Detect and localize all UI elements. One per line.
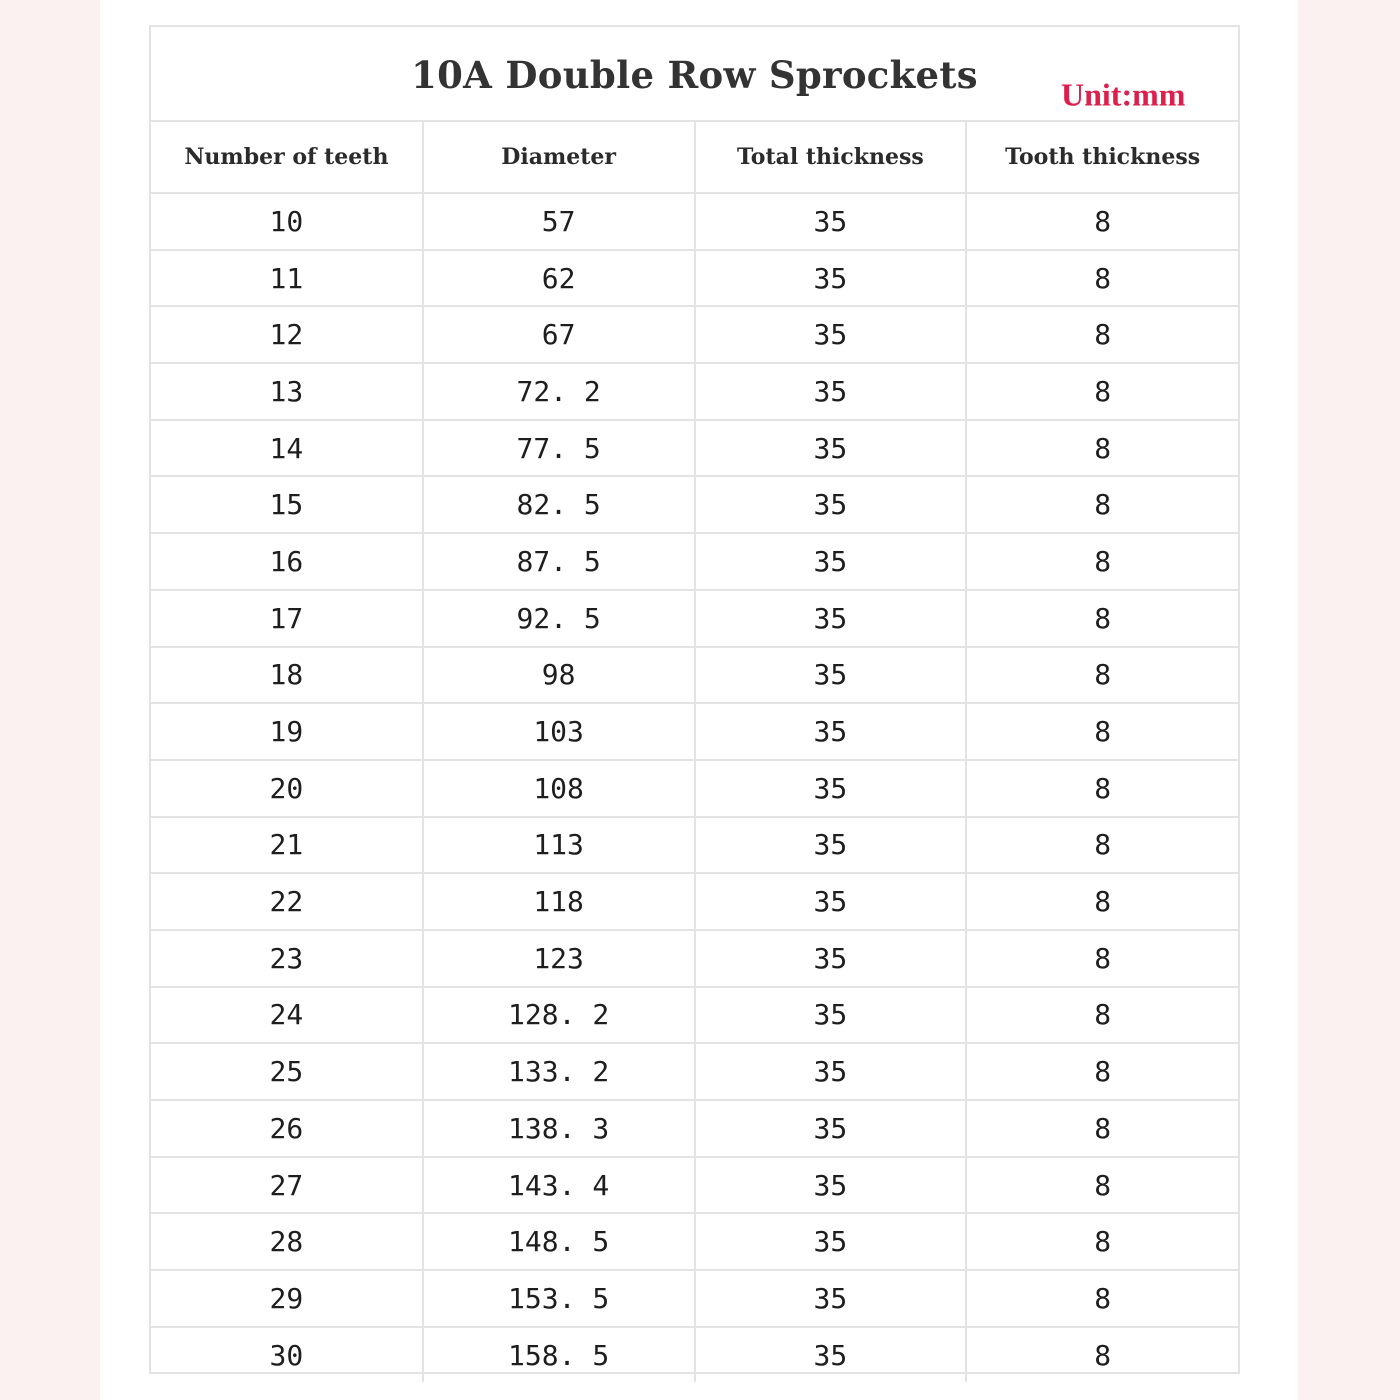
diameter-cell: 143. 4	[423, 1157, 695, 1214]
teeth-cell: 17	[151, 590, 423, 647]
diameter-cell: 153. 5	[423, 1270, 695, 1327]
table-row	[151, 193, 1238, 250]
table-row	[151, 1157, 1238, 1214]
table-row	[151, 930, 1238, 987]
table-row	[151, 1213, 1238, 1270]
total-thickness-cell: 35	[695, 250, 967, 307]
total-thickness-cell: 35	[695, 476, 967, 533]
unit-label: Unit:mm	[1061, 76, 1186, 113]
table-row	[151, 647, 1238, 704]
diameter-cell: 123	[423, 930, 695, 987]
table-row	[151, 476, 1238, 533]
teeth-cell: 30	[151, 1327, 423, 1383]
total-thickness-cell: 35	[695, 193, 967, 250]
table-row	[151, 1100, 1238, 1157]
tooth-thickness-cell: 8	[966, 817, 1238, 874]
teeth-cell: 21	[151, 817, 423, 874]
total-thickness-cell: 35	[695, 1043, 967, 1100]
diameter-cell: 72. 2	[423, 363, 695, 420]
teeth-cell: 10	[151, 193, 423, 250]
spec-grid	[151, 122, 1238, 1382]
table-row	[151, 533, 1238, 590]
table-row	[151, 873, 1238, 930]
total-thickness-cell: 35	[695, 420, 967, 477]
tooth-thickness-cell: 8	[966, 703, 1238, 760]
total-thickness-cell: 35	[695, 1270, 967, 1327]
total-thickness-cell: 35	[695, 703, 967, 760]
diameter-cell: 138. 3	[423, 1100, 695, 1157]
teeth-cell: 24	[151, 987, 423, 1044]
diameter-cell: 158. 5	[423, 1327, 695, 1383]
tooth-thickness-cell: 8	[966, 930, 1238, 987]
diameter-cell: 148. 5	[423, 1213, 695, 1270]
teeth-cell: 27	[151, 1157, 423, 1214]
total-thickness-cell: 35	[695, 1157, 967, 1214]
teeth-cell: 19	[151, 703, 423, 760]
tooth-thickness-cell: 8	[966, 476, 1238, 533]
total-thickness-cell: 35	[695, 533, 967, 590]
total-thickness-cell: 35	[695, 647, 967, 704]
diameter-cell: 67	[423, 306, 695, 363]
column-header-teeth: Number of teeth	[151, 122, 423, 193]
tooth-thickness-cell: 8	[966, 193, 1238, 250]
table-row	[151, 1327, 1238, 1383]
tooth-thickness-cell: 8	[966, 873, 1238, 930]
table-row	[151, 1270, 1238, 1327]
table-row	[151, 306, 1238, 363]
diameter-cell: 108	[423, 760, 695, 817]
teeth-cell: 12	[151, 306, 423, 363]
tooth-thickness-cell: 8	[966, 760, 1238, 817]
diameter-cell: 57	[423, 193, 695, 250]
diameter-cell: 77. 5	[423, 420, 695, 477]
tooth-thickness-cell: 8	[966, 1327, 1238, 1383]
tooth-thickness-cell: 8	[966, 1043, 1238, 1100]
spec-table	[149, 25, 1240, 1374]
total-thickness-cell: 35	[695, 1213, 967, 1270]
table-row	[151, 987, 1238, 1044]
tooth-thickness-cell: 8	[966, 250, 1238, 307]
tooth-thickness-cell: 8	[966, 306, 1238, 363]
total-thickness-cell: 35	[695, 363, 967, 420]
column-header-diameter: Diameter	[423, 122, 695, 193]
table-row	[151, 590, 1238, 647]
table-row	[151, 817, 1238, 874]
tooth-thickness-cell: 8	[966, 1100, 1238, 1157]
column-header-total-thickness: Total thickness	[695, 122, 967, 193]
teeth-cell: 15	[151, 476, 423, 533]
table-row	[151, 250, 1238, 307]
table-row	[151, 760, 1238, 817]
table-row	[151, 703, 1238, 760]
table-title: 10A Double Row Sprockets	[411, 53, 978, 97]
total-thickness-cell: 35	[695, 1100, 967, 1157]
teeth-cell: 29	[151, 1270, 423, 1327]
diameter-cell: 82. 5	[423, 476, 695, 533]
teeth-cell: 11	[151, 250, 423, 307]
total-thickness-cell: 35	[695, 760, 967, 817]
table-row	[151, 363, 1238, 420]
total-thickness-cell: 35	[695, 1327, 967, 1383]
total-thickness-cell: 35	[695, 987, 967, 1044]
total-thickness-cell: 35	[695, 930, 967, 987]
diameter-cell: 87. 5	[423, 533, 695, 590]
diameter-cell: 133. 2	[423, 1043, 695, 1100]
teeth-cell: 14	[151, 420, 423, 477]
title-row	[151, 27, 1238, 122]
total-thickness-cell: 35	[695, 873, 967, 930]
teeth-cell: 23	[151, 930, 423, 987]
teeth-cell: 22	[151, 873, 423, 930]
diameter-cell: 98	[423, 647, 695, 704]
teeth-cell: 20	[151, 760, 423, 817]
teeth-cell: 16	[151, 533, 423, 590]
tooth-thickness-cell: 8	[966, 1213, 1238, 1270]
tooth-thickness-cell: 8	[966, 533, 1238, 590]
diameter-cell: 92. 5	[423, 590, 695, 647]
total-thickness-cell: 35	[695, 590, 967, 647]
teeth-cell: 13	[151, 363, 423, 420]
tooth-thickness-cell: 8	[966, 1270, 1238, 1327]
diameter-cell: 118	[423, 873, 695, 930]
teeth-cell: 28	[151, 1213, 423, 1270]
table-row	[151, 420, 1238, 477]
diameter-cell: 103	[423, 703, 695, 760]
table-row	[151, 1043, 1238, 1100]
teeth-cell: 25	[151, 1043, 423, 1100]
diameter-cell: 113	[423, 817, 695, 874]
tooth-thickness-cell: 8	[966, 420, 1238, 477]
teeth-cell: 18	[151, 647, 423, 704]
tooth-thickness-cell: 8	[966, 363, 1238, 420]
diameter-cell: 62	[423, 250, 695, 307]
tooth-thickness-cell: 8	[966, 590, 1238, 647]
teeth-cell: 26	[151, 1100, 423, 1157]
header-row	[151, 122, 1238, 193]
tooth-thickness-cell: 8	[966, 647, 1238, 704]
column-header-tooth-thickness: Tooth thickness	[966, 122, 1238, 193]
tooth-thickness-cell: 8	[966, 1157, 1238, 1214]
total-thickness-cell: 35	[695, 306, 967, 363]
diameter-cell: 128. 2	[423, 987, 695, 1044]
tooth-thickness-cell: 8	[966, 987, 1238, 1044]
total-thickness-cell: 35	[695, 817, 967, 874]
